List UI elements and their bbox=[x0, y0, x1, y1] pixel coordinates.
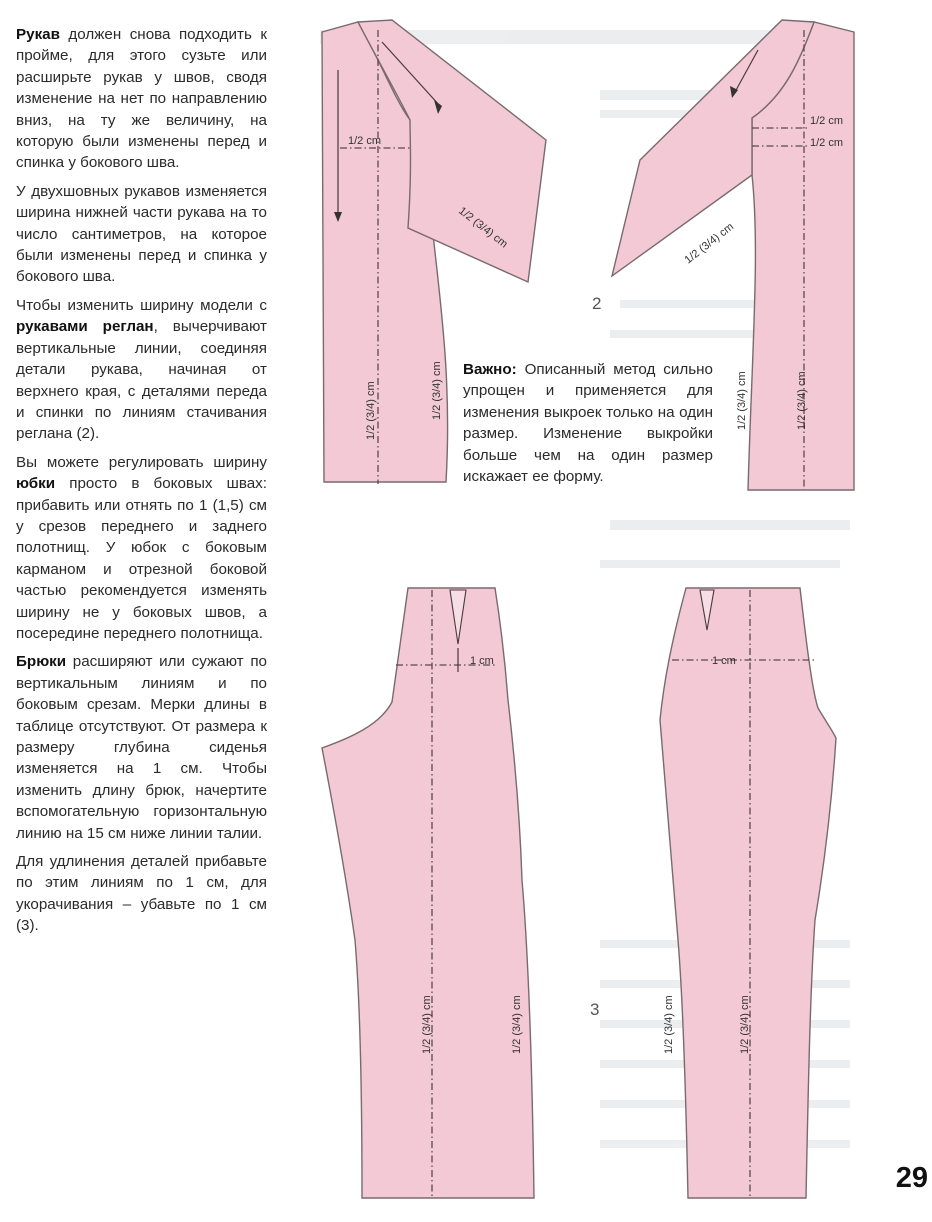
label-one-cm-left: 1 cm bbox=[470, 655, 494, 667]
figure-2-number: 2 bbox=[592, 294, 602, 313]
paragraph-skirt: Вы можете регулировать ширину юбки просто в боковых швах: прибавить или отнять по 1 (1,5) см у срезов переднего и заднего полотнищ. У юбок с боковым карманом и отрезной боковой частью рекомендуется изменять ширину не у боковых швов, а посередине переднего полотнища. bbox=[16, 453, 267, 642]
label-leg-right-2: 1/2 (3/4) cm bbox=[739, 995, 751, 1054]
paragraph-raglan: Чтобы изменить ширину модели с рукавами реглан, вычерчивают вертикальные линии, соединяя детали рукава, начиная от верхнего края, с деталями переда и спинки по линиям стачивания реглана (2). bbox=[16, 296, 267, 443]
label-half-cm-left: 1/2 cm bbox=[348, 135, 382, 147]
figure-3-number: 3 bbox=[590, 1000, 600, 1019]
label-body-left-2: 1/2 (3/4) cm bbox=[431, 361, 443, 420]
page-number: 29 bbox=[895, 1162, 928, 1194]
label-sleeve-right: 1/2 (3/4) cm bbox=[682, 220, 737, 267]
label-sleeve-left: 1/2 (3/4) cm bbox=[456, 204, 510, 251]
label-leg-right-1: 1/2 (3/4) cm bbox=[663, 995, 675, 1054]
label-leg-left-1: 1/2 (3/4) cm bbox=[421, 995, 433, 1054]
label-body-right-1: 1/2 (3/4) cm bbox=[736, 371, 748, 430]
paragraph-two-seam-sleeve: У двухшовных рукавов изменяется ширина нижней части рукава на то число сантиметров, на которое были изменены перед и спинка у бокового шва. bbox=[16, 182, 267, 286]
trousers-right-piece bbox=[660, 588, 836, 1198]
label-half-cm-right-1: 1/2 cm bbox=[810, 115, 844, 127]
label-body-right-2: 1/2 (3/4) cm bbox=[796, 371, 808, 430]
label-leg-left-2: 1/2 (3/4) cm bbox=[511, 995, 523, 1054]
label-body-left-1: 1/2 (3/4) cm bbox=[365, 381, 377, 440]
trousers-left-piece bbox=[322, 588, 534, 1198]
paragraph-lengthen: Для удлинения деталей прибавьте по этим линиям по 1 см, для укорачивания – убавьте по 1 см (3). bbox=[16, 853, 267, 935]
label-half-cm-right-2: 1/2 cm bbox=[810, 137, 844, 149]
paragraph-trousers: Брюки расширяют или сужают по вертикальным линиям и по боковым срезам. Мерки длины в таблице отсутствуют. От размера к размеру глубина сиденья изменяется на 1 см. Чтобы изменить длину брюк, начертите вспомогательную горизонтальную линию на 15 см ниже линии талии. bbox=[16, 653, 267, 842]
label-one-cm-right: 1 cm bbox=[712, 655, 736, 667]
important-note: Важно: Описанный метод сильно упрощен и применяется для изменения выкроек только на один размер. Изменение выкройки больше чем на один размер искажает ее форму. bbox=[463, 361, 713, 486]
paragraph-sleeve: Рукав должен снова подходить к пройме, для этого сузьте или расширьте рукав у швов, сводя изменение на нет по направлению вниз, на ту же величину, на которую были изменены перед и спинка у бокового шва. bbox=[16, 26, 267, 172]
